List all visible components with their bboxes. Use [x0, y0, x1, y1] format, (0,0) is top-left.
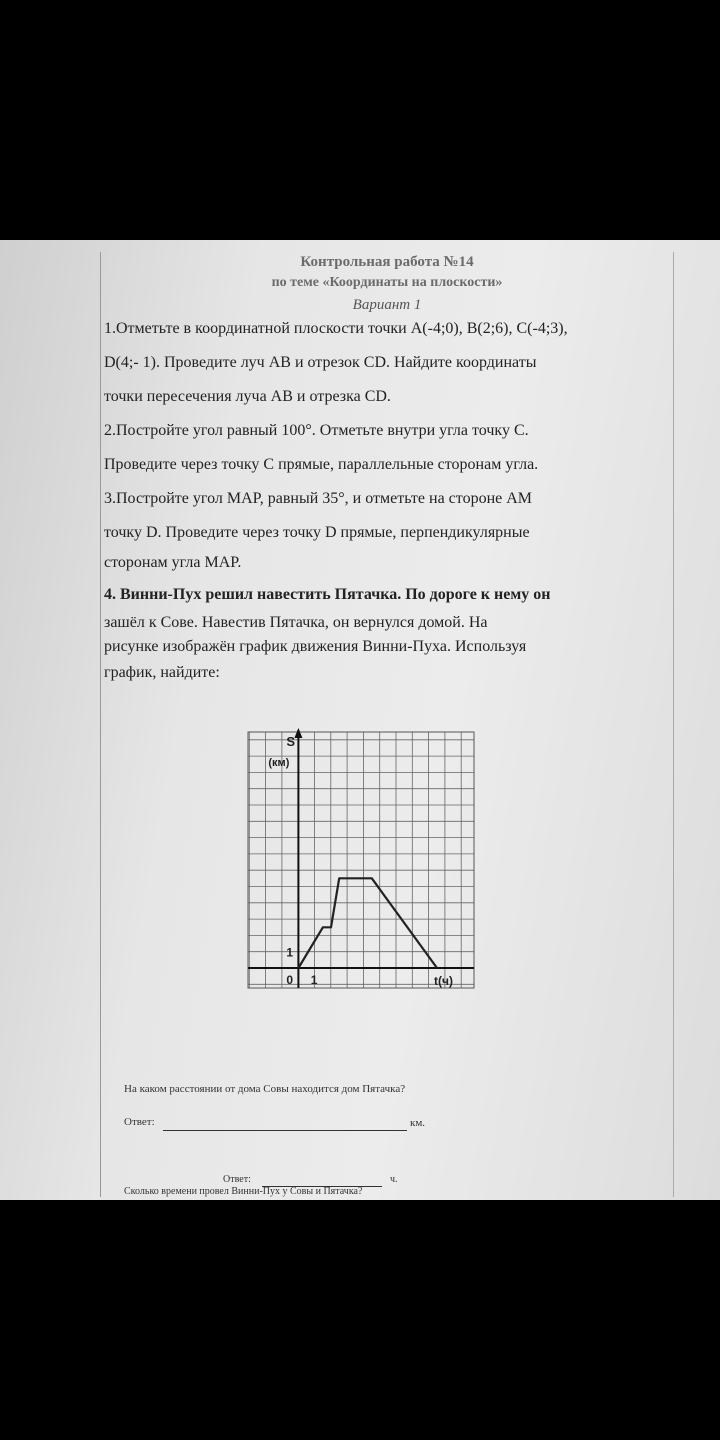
x-axis-label: t(ч)	[434, 974, 453, 988]
origin-label: 0	[286, 973, 294, 987]
graph-grid	[248, 732, 474, 988]
task-line: зашёл к Сове. Навестив Пятачка, он вернулся домой. На	[104, 614, 488, 631]
answer-2-label: Ответ:	[223, 1174, 251, 1185]
task-line: рисунке изображён график движения Винни-Пуха. Используя	[104, 638, 527, 655]
y-tick-label: 1	[286, 945, 294, 960]
question-2-text: Сколько времени провел Винни-Пух у Совы и Пятачка?	[124, 1186, 363, 1197]
answer-2-unit: ч.	[390, 1174, 398, 1185]
question-1-text: На каком расстоянии от дома Совы находится дом Пятачка?	[124, 1083, 406, 1095]
task-line: D(4;- 1). Проведите луч AB и отрезок CD. Найдите координаты	[104, 354, 537, 371]
task-line: 2.Постройте угол равный 100°. Отметьте внутри угла точку C.	[104, 422, 529, 439]
task-line: 1.Отметьте в координатной плоскости точки A(-4;0), B(2;6), C(-4;3),	[104, 320, 568, 337]
y-axis-label: S	[286, 734, 296, 749]
task-line: 3.Постройте угол MAP, равный 35°, и отметьте на стороне AM	[104, 490, 533, 507]
worksheet-page	[100, 252, 674, 1197]
y-axis-arrow	[294, 728, 302, 738]
task-line: точку D. Проведите через точку D прямые, перпендикулярные	[104, 524, 530, 541]
worksheet-title: Контрольная работа №14	[300, 254, 474, 270]
variant-label: Вариант 1	[352, 297, 422, 313]
y-axis-unit: (км)	[268, 757, 290, 769]
motion-graph	[246, 726, 476, 994]
worksheet-subtitle: по теме «Координаты на плоскости»	[271, 275, 503, 290]
task-line: график, найдите:	[104, 664, 220, 681]
answer-1-field[interactable]	[163, 1130, 407, 1131]
task-line: точки пересечения луча AB и отрезка CD.	[104, 388, 391, 405]
answer-2-field[interactable]	[262, 1186, 382, 1187]
document-sheet	[0, 240, 720, 1200]
task-line: 4. Винни-Пух решил навестить Пятачка. По дороге к нему он	[104, 586, 551, 603]
task-line: Проведите через точку C прямые, параллельные сторонам угла.	[104, 456, 539, 473]
motion-path-line	[298, 878, 437, 968]
task-line: сторонам угла MAP.	[104, 554, 242, 571]
answer-1-label: Ответ:	[124, 1116, 155, 1128]
answer-1-unit: км.	[410, 1117, 426, 1129]
x-tick-label: 1	[310, 973, 318, 987]
